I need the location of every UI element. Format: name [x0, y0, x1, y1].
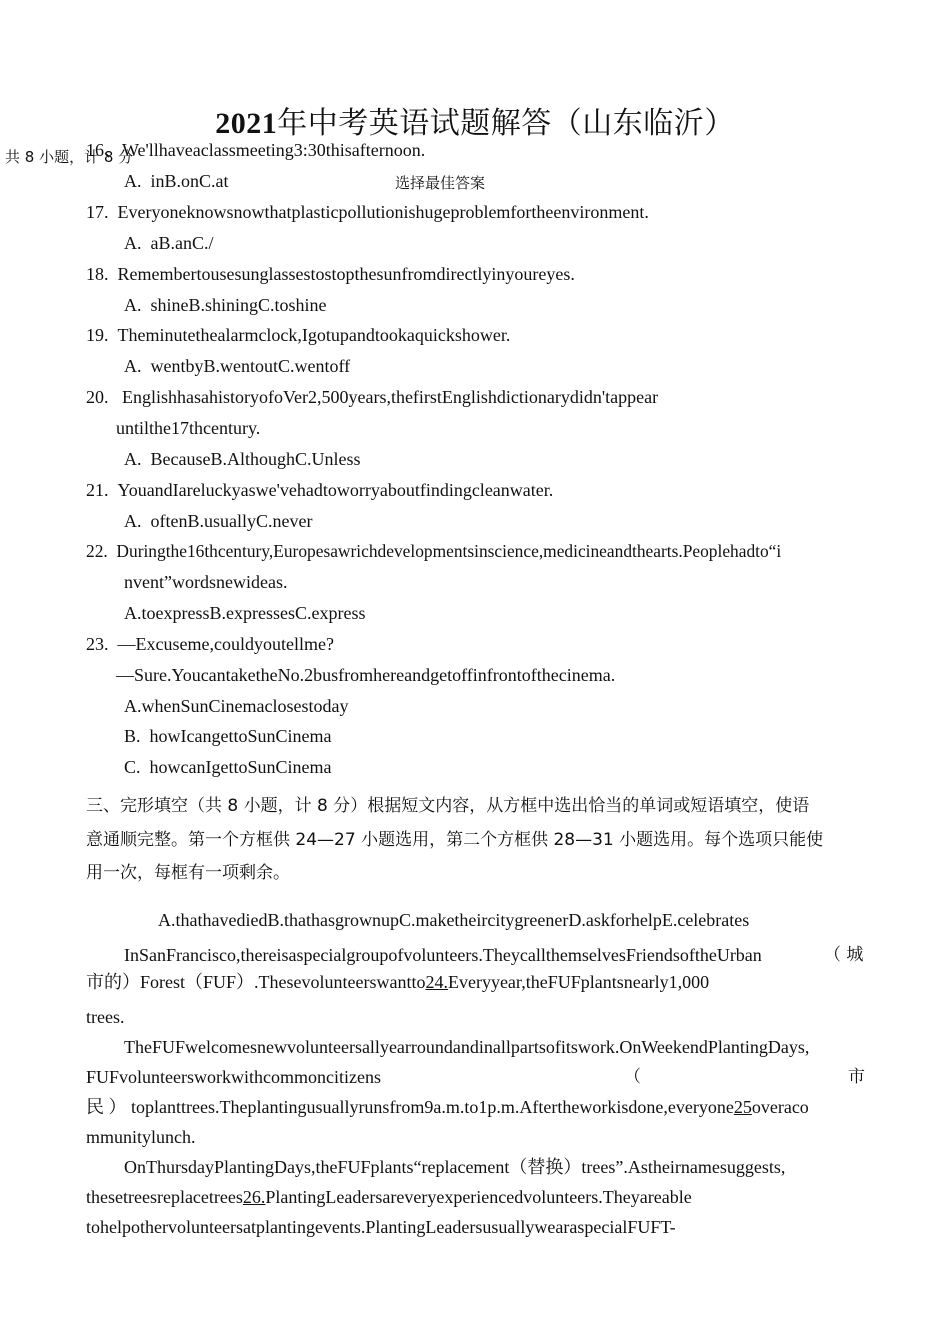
- question-16-options: A. inB.onC.at: [124, 171, 229, 191]
- passage-p2-line4: mmunitylunch.: [86, 1127, 196, 1147]
- passage-p2-line3: [86, 1095, 809, 1119]
- question-23-continued: —Sure.YoucantaketheNo.2busfromhereandgetoffinfrontofthecinema.: [116, 665, 616, 685]
- title-year: 2021: [215, 107, 278, 140]
- question-20-options: A. BecauseB.AlthoughC.Unless: [124, 449, 361, 469]
- passage-p1-line3: trees.: [86, 1007, 125, 1027]
- title-text: 年中考英语试题解答（山东临沂）: [277, 107, 735, 140]
- blank-26: 26.: [242, 1187, 266, 1207]
- passage-p3-line2-text-b: PlantingLeadersareveryexperiencedvolunteers.Theyareable: [265, 1187, 692, 1207]
- passage-p2-line1: TheFUFwelcomesnewvolunteersallyearroundandinallpartsofitswork.OnWeekendPlantingDays,: [124, 1037, 810, 1057]
- passage-p3-line1: OnThursdayPlantingDays,theFUFplants“replacement（替换）trees”.Astheirnamesuggests,: [124, 1157, 786, 1177]
- passage-p1-line2-text-b: Everyyear,theFUFplantsnearly1,000: [447, 972, 710, 992]
- section2-instruction-fragment: 选择最佳答案: [395, 174, 486, 192]
- question-18: 18. Remembertousesunglassestostopthesunfromdirectlyinyoureyes.: [86, 264, 575, 284]
- section3-instruction-line1: 三、完形填空（共 8 小题，计 8 分）根据短文内容，从方框中选出恰当的单词或短语填空，使语: [86, 796, 810, 816]
- question-21-options: A. oftenB.usuallyC.never: [124, 511, 313, 531]
- passage-p1-line2: [86, 970, 709, 994]
- question-23-option-b: B. howIcangettoSunCinema: [124, 726, 332, 746]
- question-23-option-c: C. howcanIgettoSunCinema: [124, 757, 332, 777]
- question-21: 21. YouandIareluckyaswe'vehadtoworryaboutfindingcleanwater.: [86, 480, 554, 500]
- passage-p2-line2: FUFvolunteersworkwithcommoncitizens: [86, 1067, 381, 1087]
- section3-instruction-line3: 用一次，每框有一项剩余。: [86, 863, 290, 883]
- question-20-continued: untilthe17thcentury.: [116, 418, 261, 438]
- section3-instruction-line2: 意通顺完整。第一个方框供 24—27 小题选用，第二个方框供 28—31 小题选用。每个选项只能使: [86, 830, 824, 850]
- blank-24: 24.: [425, 972, 448, 992]
- question-17: 17. Everyoneknowsnowthatplasticpollutionishugeproblemfortheenvironment.: [86, 202, 649, 222]
- question-19-options: A. wentbyB.wentoutC.wentoff: [124, 356, 351, 376]
- passage-p3-line2: [86, 1185, 692, 1209]
- question-23: 23. —Excuseme,couldyoutellme?: [86, 634, 334, 654]
- question-19: 19. Theminutethealarmclock,Igotupandtookaquickshower.: [86, 325, 511, 345]
- question-17-options: A. aB.anC./: [124, 233, 214, 253]
- passage-p1-line1: InSanFrancisco,thereisaspecialgroupofvolunteers.TheycallthemselvesFriendsoftheUrban: [124, 945, 762, 965]
- passage-p3-line2-text: thesetreesreplacetrees: [86, 1187, 243, 1207]
- question-22-options: A.toexpressB.expressesC.express: [124, 603, 366, 623]
- question-20: 20. EnglishhasahistoryofoVer2,500years,thefirstEnglishdictionarydidn'tappear: [86, 387, 659, 407]
- passage-p3-line3: tohelpothervolunteersatplantingevents.PlantingLeadersusuallywearaspecialFUFT-: [86, 1217, 676, 1237]
- question-23-option-a: A.whenSunCinemaclosestoday: [124, 696, 349, 716]
- question-18-options: A. shineB.shiningC.toshine: [124, 295, 327, 315]
- blank-25: 25: [733, 1097, 752, 1117]
- passage-p1-line1-end: （ 城: [824, 945, 864, 965]
- word-box-options: A.thathavediedB.thathasgrownupC.maketheircitygreenerD.askforhelpE.celebrates: [158, 910, 750, 930]
- passage-p2-line3-text: 民 ） toplanttrees.Theplantingusuallyrunsfrom9a.m.to1p.m.Aftertheworkisdone,everyone: [86, 1097, 734, 1117]
- question-22: 22. Duringthe16thcentury,Europesawrichdevelopmentsinscience,medicineandthearts.Peoplehadto“i: [86, 541, 782, 561]
- passage-p2-line2-paren: （: [624, 1067, 641, 1087]
- question-16: 16、We'llhaveaclassmeeting3:30thisafternoon.: [86, 140, 426, 160]
- passage-p2-line3-text-b: overaco: [751, 1097, 809, 1117]
- passage-p1-line2-text: 市的）Forest（FUF）.Thesevolunteerswantto: [86, 972, 426, 992]
- passage-p2-line2-end: 市: [848, 1067, 865, 1087]
- page-title: [0, 98, 950, 142]
- section2-header-fragment: 共 8 小题，计 8 分: [5, 148, 134, 166]
- question-22-continued: nvent”wordsnewideas.: [124, 572, 288, 592]
